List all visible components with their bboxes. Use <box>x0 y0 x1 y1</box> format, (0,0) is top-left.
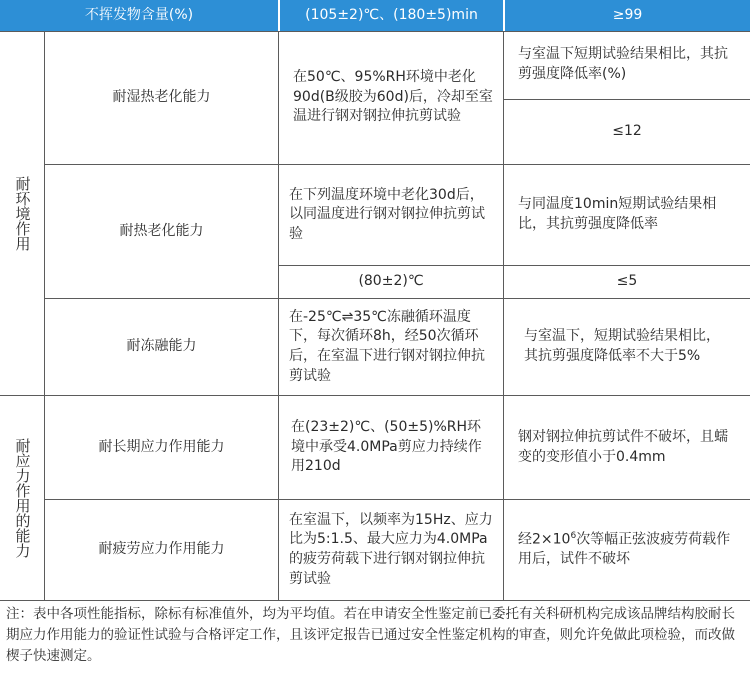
row-heat-aging-condition <box>279 165 503 265</box>
header-col3-text: ≥99 <box>612 6 643 23</box>
grid-line <box>45 298 750 299</box>
humid-heat-name-text: 耐湿热老化能力 <box>112 88 211 105</box>
header-col3 <box>504 0 750 31</box>
grid-line <box>278 31 279 600</box>
row-humid-heat-condition <box>279 31 503 164</box>
row-freeze-thaw-name <box>45 299 278 395</box>
row-heat-aging-name <box>45 165 278 298</box>
row-freeze-thaw-condition <box>279 299 503 395</box>
row-long-stress-condition <box>279 396 503 499</box>
fatigue-name-text: 耐疲劳应力作用能力 <box>98 541 225 558</box>
row-fatigue-condition <box>279 500 503 600</box>
freeze-thaw-name-text: 耐冻融能力 <box>126 338 197 355</box>
row-heat-aging-temp <box>279 266 503 298</box>
row-heat-aging-value <box>504 266 750 298</box>
long-stress-condition-text: 在(23±2)℃、(50±5)%RH环境中承受4.0MPa剪应力持续作用210d <box>291 419 482 475</box>
header-col1 <box>0 0 278 31</box>
footnote: 注：表中各项性能指标，除标有标准值外，均为平均值。若在申请安全性鉴定前已委托有关科研机构完成该品牌结构胶耐长期应力作用能力的验证性试验与合格评定工作，且该评定报告已通过安全性鉴定机构的审查，则允许免做此项检验，而改做楔子快速测定。 <box>6 606 735 664</box>
row-humid-heat-requirement <box>504 31 750 99</box>
heat-aging-requirement-text: 与同温度10min短期试验结果相比，其抗剪强度降低率 <box>518 196 717 232</box>
heat-aging-name-text: 耐热老化能力 <box>119 222 204 239</box>
humid-heat-condition-text: 在50℃、95%RH环境中老化90d(B级胶为60d)后，冷却至室温进行钢对钢拉伸抗剪试验 <box>293 69 493 125</box>
group-stress-label: 耐应力作用的能力 <box>13 438 32 558</box>
grid-line <box>45 164 750 165</box>
header-col1-text: 不挥发物含量(%) <box>84 6 194 23</box>
row-humid-heat-name <box>45 31 278 164</box>
group-environment-label: 耐环境作用 <box>13 175 32 251</box>
fatigue-condition-text: 在室温下，以频率为15Hz、应力比为5:1.5、最大应力为4.0MPa的疲劳荷载下进行钢对钢拉伸抗剪试验 <box>289 511 493 587</box>
humid-heat-value-text: ≤12 <box>612 123 642 140</box>
grid-line <box>503 31 504 600</box>
grid-line <box>44 31 45 600</box>
heat-aging-condition-text: 在下列温度环境中老化30d后，以同温度进行钢对钢拉伸抗剪试验 <box>289 186 485 242</box>
fatigue-requirement-exponent: 6 <box>570 531 577 542</box>
group-environment <box>0 31 44 395</box>
freeze-thaw-condition-text: 在-25℃⇌35℃冻融循环温度下，每次循环8h，经50次循环后，在室温下进行钢对钢拉伸抗剪试验 <box>289 308 485 384</box>
heat-aging-value-text: ≤5 <box>616 273 638 290</box>
row-fatigue-requirement <box>504 500 750 600</box>
grid-line <box>504 99 750 100</box>
row-fatigue-name <box>45 500 278 600</box>
long-stress-requirement-text: 钢对钢拉伸抗剪试件不破坏，且蠕变的变形值小于0.4mm <box>518 428 728 465</box>
header-col2 <box>279 0 503 31</box>
grid-line <box>0 600 750 601</box>
row-heat-aging-requirement <box>504 165 750 265</box>
group-stress <box>0 396 44 600</box>
fatigue-requirement-text <box>518 530 736 570</box>
grid-line <box>0 395 750 396</box>
long-stress-name-text: 耐长期应力作用能力 <box>98 438 225 455</box>
fatigue-requirement-pre: 经2×10 <box>518 531 571 548</box>
heat-aging-temp-text: (80±2)℃ <box>358 273 424 290</box>
humid-heat-requirement-text: 与室温下短期试验结果相比，其抗剪强度降低率(%) <box>518 46 728 82</box>
fatigue-requirement-post: 次等幅正弦波疲劳荷载作用后，试件不破坏 <box>518 531 731 568</box>
header-col2-text: (105±2)℃、(180±5)min <box>305 6 478 23</box>
row-freeze-thaw-requirement <box>504 299 750 395</box>
grid-line <box>279 265 750 266</box>
freeze-thaw-requirement-text: 与室温下，短期试验结果相比，其抗剪强度降低率不大于5% <box>524 328 720 364</box>
grid-line <box>45 499 750 500</box>
row-long-stress-name <box>45 396 278 499</box>
row-humid-heat-value <box>504 100 750 164</box>
grid-line <box>0 31 750 32</box>
row-long-stress-requirement <box>504 396 750 499</box>
